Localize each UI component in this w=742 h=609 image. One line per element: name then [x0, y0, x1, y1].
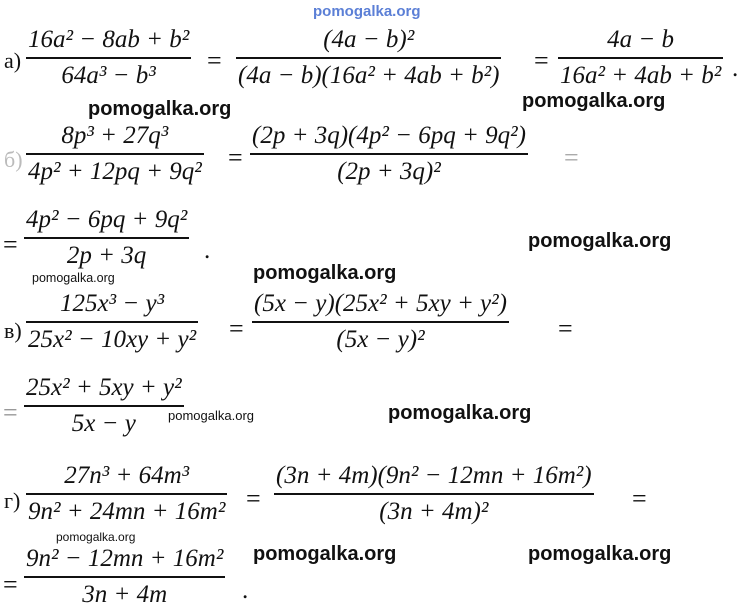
part-a-fraction-1-numerator: 16a² − 8ab + b² [28, 26, 190, 53]
part-b-label: б) [4, 147, 23, 172]
fraction-bar [26, 153, 204, 155]
part-v-fraction-3-denominator: 5x − y [71, 409, 136, 437]
site-watermark: pomogalka.org [528, 543, 672, 565]
part-b-fraction-3-numerator: 4p² − 6pq + 9q² [26, 206, 188, 233]
fraction-bar [24, 576, 225, 578]
part-g-fraction-3-denominator: 3n + 4m [82, 580, 168, 608]
part-v-fraction-3-numerator: 25x² + 5xy + y² [26, 374, 182, 401]
part-g-fraction-2-denominator: (3n + 4m)² [379, 497, 489, 525]
site-watermark: pomogalka.org [522, 90, 666, 112]
part-v-fraction-1 [26, 290, 198, 354]
part-a-fraction-2-denominator: (4a − b)(16a² + 4ab + b²) [238, 61, 500, 89]
site-watermark: pomogalka.org [253, 262, 397, 284]
part-v-fraction-1-denominator: 25x² − 10xy + y² [28, 325, 197, 353]
fraction-bar [26, 321, 198, 323]
part-v-fraction-1-numerator: 125x³ − y³ [60, 290, 165, 317]
site-watermark: pomogalka.org [388, 402, 532, 424]
part-a-fraction-2-numerator: (4a − b)² [323, 26, 415, 53]
part-v-label: в) [4, 318, 22, 343]
part-a-fraction-3-denominator: 16a² + 4ab + b² [560, 61, 722, 89]
site-watermark: pomogalka.org [168, 408, 254, 423]
part-v-fraction-2-denominator: (5x − y)² [336, 325, 425, 353]
part-b-fraction-1-denominator: 4p² + 12pq + 9q² [28, 157, 202, 185]
fraction-bar [236, 57, 501, 59]
part-a-equals-2: = [534, 46, 549, 75]
part-b-fraction-1 [26, 122, 204, 186]
part-v-equals-3: = [3, 398, 18, 427]
site-watermark: pomogalka.org [56, 530, 136, 544]
site-watermark: pomogalka.org [32, 271, 115, 285]
part-v-fraction-3 [24, 374, 184, 438]
part-a-period: . [732, 55, 739, 82]
part-g-equals-3: = [3, 570, 18, 599]
fraction-bar [26, 57, 191, 59]
part-g-fraction-2 [274, 462, 594, 526]
part-v-equals-1: = [229, 314, 244, 343]
part-v-fraction-2 [252, 290, 509, 354]
part-g-fraction-1-denominator: 9n² + 24mn + 16m² [28, 497, 226, 525]
fraction-bar [26, 493, 227, 495]
part-g-fraction-2-numerator: (3n + 4m)(9n² − 12mn + 16m²) [276, 462, 592, 489]
fraction-bar [252, 321, 509, 323]
part-a-fraction-1 [26, 26, 191, 90]
fraction-bar [250, 153, 528, 155]
part-g-label: г) [4, 488, 21, 513]
part-b-fraction-1-numerator: 8p³ + 27q³ [61, 122, 169, 149]
part-b-fraction-3 [24, 206, 189, 270]
part-g-equals-2: = [632, 484, 647, 513]
part-b-equals-1: = [228, 143, 243, 172]
part-g-fraction-3 [24, 545, 225, 609]
part-a-fraction-1-denominator: 64a³ − b³ [61, 61, 156, 89]
part-b-fraction-2 [250, 122, 528, 186]
fraction-bar [24, 237, 189, 239]
fraction-bar [24, 405, 184, 407]
site-watermark: pomogalka.org [88, 98, 232, 120]
site-watermark: pomogalka.org [253, 543, 397, 565]
fraction-bar [274, 493, 594, 495]
part-b-equals-2: = [564, 143, 579, 172]
part-v-equals-2: = [558, 314, 573, 343]
part-a-equals-1: = [207, 46, 222, 75]
part-b-period: . [204, 237, 211, 264]
part-g-equals-1: = [246, 484, 261, 513]
site-watermark: pomogalka.org [528, 230, 672, 252]
part-a-label: а) [4, 48, 22, 73]
part-b-fraction-3-denominator: 2p + 3q [66, 241, 147, 269]
part-v-fraction-2-numerator: (5x − y)(25x² + 5xy + y²) [254, 290, 507, 317]
site-watermark-top: pomogalka.org [313, 3, 421, 20]
part-a-fraction-3-numerator: 4a − b [607, 26, 675, 53]
part-g-period: . [242, 577, 249, 604]
part-g-fraction-3-numerator: 9n² − 12mn + 16m² [26, 545, 224, 572]
part-b-fraction-2-numerator: (2p + 3q)(4p² − 6pq + 9q²) [252, 122, 526, 149]
part-a-fraction-2 [236, 26, 501, 90]
fraction-bar [558, 57, 723, 59]
part-b-equals-3: = [3, 230, 18, 259]
part-b-fraction-2-denominator: (2p + 3q)² [337, 157, 441, 185]
part-a-fraction-3 [558, 26, 723, 90]
part-g-fraction-1-numerator: 27n³ + 64m³ [64, 462, 190, 489]
part-g-fraction-1 [26, 462, 227, 526]
